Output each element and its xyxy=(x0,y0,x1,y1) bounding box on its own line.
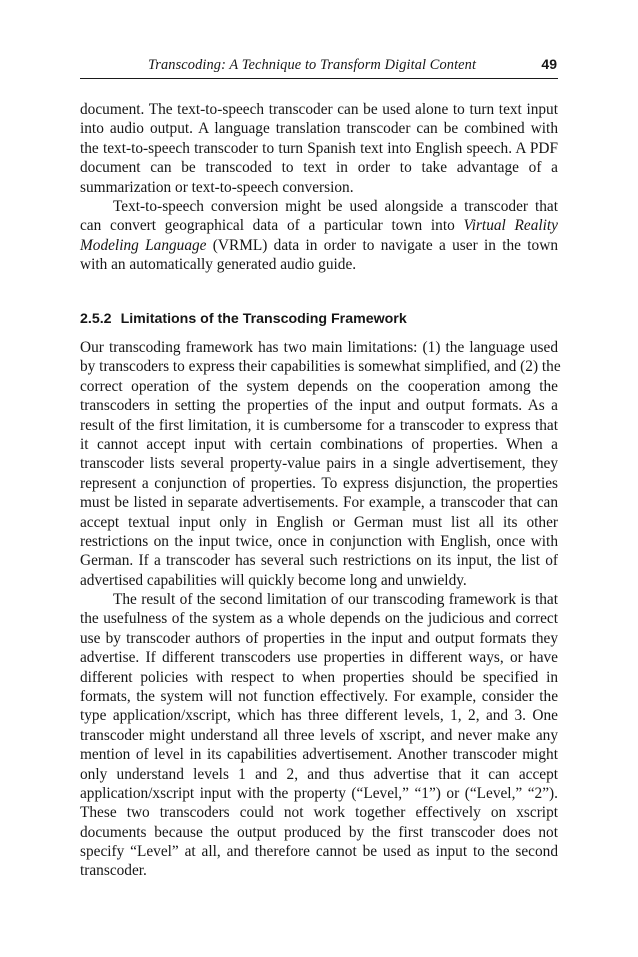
text-line: advertise. If different transcoders use properties in different ways, or have xyxy=(80,649,558,667)
text-line: application/xscript input with the property (“Level,” “1”) or (“Level,” “2”). xyxy=(80,784,558,802)
text-line: formats, the system will not function effectively. For example, consider the xyxy=(80,687,558,705)
italic-term: Virtual Reality xyxy=(463,217,558,235)
italic-term: Modeling Language xyxy=(80,236,207,254)
text-line: German. If a transcoder has several such restrictions on its input, the list of xyxy=(80,552,558,570)
text-line: the usefulness of the system as a whole depends on the judicious and correct xyxy=(80,610,558,628)
text-line: only understand levels 1 and 2, and thus advertise that it can accept xyxy=(80,765,558,783)
text-line xyxy=(80,216,558,235)
section-number: 2.5.2 xyxy=(80,311,112,327)
text-line: mention of level in its capabilities advertisement. Another transcoder might xyxy=(80,746,558,764)
text-line: use by transcoder authors of properties in the input and output formats they xyxy=(80,629,558,647)
text-line: transcoders in setting the properties of the input and output formats. As a xyxy=(80,397,558,415)
paragraph-second-limitation xyxy=(80,590,558,881)
text-line: Our transcoding framework has two main limitations: (1) the language used xyxy=(80,339,558,356)
running-title: Transcoding: A Technique to Transform Digital Content xyxy=(148,57,477,73)
text-line: transcoder might understand all three levels of xscript, and never make any xyxy=(80,726,558,744)
text-line: specify “Level” at all, and therefore cannot be used as input to the second xyxy=(80,843,558,861)
paragraph-limitations xyxy=(80,338,561,590)
text-line: transcoder. xyxy=(80,862,147,880)
text-line: different policies with respect to when properties should be specified in xyxy=(80,668,558,686)
text-line: documents because the output produced by the first transcoder does not xyxy=(80,823,558,841)
text-line: correct operation of the system depends on the cooperation among the xyxy=(80,377,558,395)
text-line: Text-to-speech conversion might be used alongside a transcoder that xyxy=(113,198,558,215)
text-line: the text-to-speech transcoder to turn Spanish text into English speech. A PDF xyxy=(80,139,558,157)
text-line: accept textual input only in English or German must list all its other xyxy=(80,513,558,531)
text-run: (VRML) data in order to navigate a user in the town xyxy=(206,236,558,254)
text-run: can convert geographical data of a particular town into xyxy=(80,217,464,235)
text-line: transcoder lists several property-value pairs in a single advertisement, they xyxy=(80,455,558,473)
text-line: represent a conjunction of properties. To express disjunction, the properties xyxy=(80,474,558,492)
text-line: type application/xscript, which has three different levels, 1, 2, and 3. One xyxy=(80,707,558,725)
section-title: Limitations of the Transcoding Framework xyxy=(120,311,407,327)
paragraph-continued xyxy=(80,100,558,197)
paragraph-tts-vrml xyxy=(80,197,558,275)
text-line: These two transcoders could not work together effectively on xscript xyxy=(80,804,558,822)
text-line xyxy=(80,236,558,255)
running-head xyxy=(80,52,558,79)
page-number: 49 xyxy=(541,56,557,72)
text-line: must be listed in separate advertisements. For example, a transcoder that can xyxy=(80,494,558,512)
section-heading xyxy=(80,311,558,333)
text-line: restrictions on the input twice, once in conjunction with English, once with xyxy=(80,532,558,550)
text-line: into audio output. A language translation transcoder can be combined with xyxy=(80,120,558,138)
text-line: result of the first limitation, it is cumbersome for a transcoder to express that xyxy=(80,416,558,434)
text-line: by transcoders to express their capabilities is somewhat simplified, and (2) the xyxy=(80,358,561,376)
text-line: document can be transcoded to text in order to take advantage of a xyxy=(80,159,558,177)
text-line: it cannot accept input with certain combinations of properties. When a xyxy=(80,435,558,453)
text-line: advertised capabilities will quickly become long and unwieldy. xyxy=(80,571,467,589)
text-line: with an automatically generated audio guide. xyxy=(80,256,357,274)
text-line: summarization or text-to-speech conversion. xyxy=(80,178,354,196)
text-line: document. The text-to-speech transcoder can be used alone to turn text input xyxy=(80,101,558,118)
text-line: The result of the second limitation of our transcoding framework is that xyxy=(113,591,558,608)
